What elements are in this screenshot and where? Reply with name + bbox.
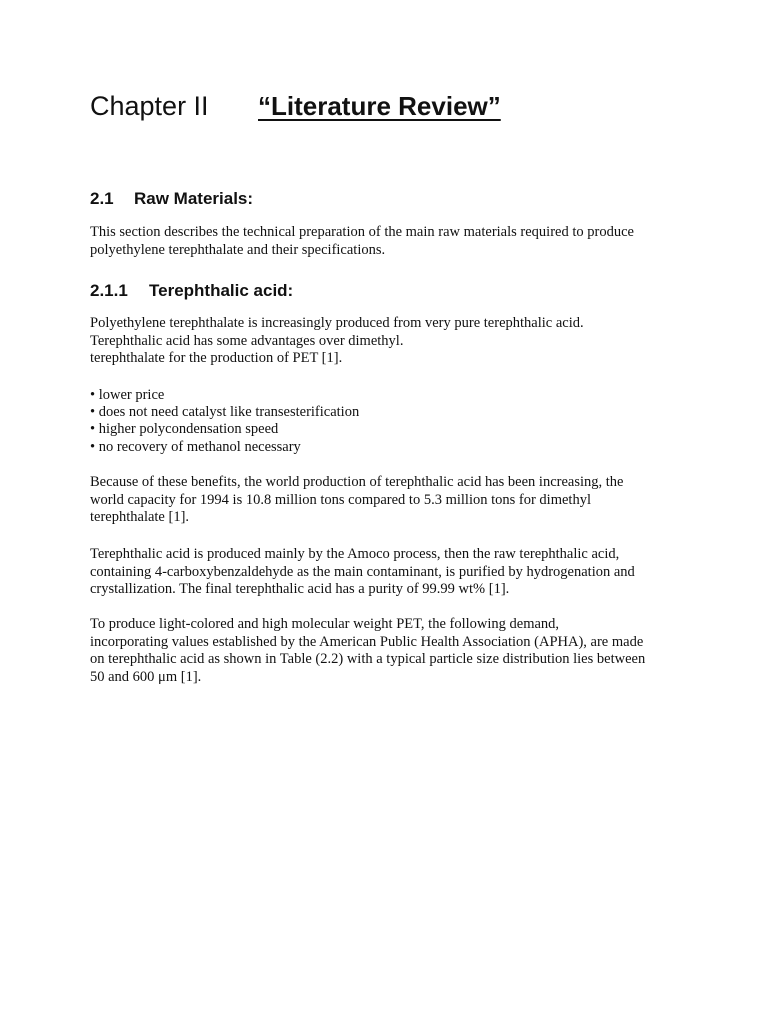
paragraph-line: containing 4-carboxybenzaldehyde as the main contaminant, is purified by hydrogenation and xyxy=(90,563,635,580)
list-item: • higher polycondensation speed xyxy=(90,421,279,438)
list-item: • lower price xyxy=(90,387,165,403)
amoco-process-paragraph xyxy=(90,546,690,599)
paragraph-line: world capacity for 1994 is 10.8 million tons compared to 5.3 million tons for dimethyl xyxy=(90,491,591,508)
paragraph-line: terephthalate [1]. xyxy=(90,509,190,525)
section-title: Raw Materials: xyxy=(134,189,254,208)
paragraph-line: terephthalate for the production of PET [1]. xyxy=(90,350,343,366)
paragraph-line: Terephthalic acid has some advantages over dimethyl. xyxy=(90,332,404,349)
section-number: 2.1.1 xyxy=(90,281,128,300)
section-heading-terephthalic-acid xyxy=(90,280,293,302)
paragraph-line: Polyethylene terephthalate is increasingly produced from very pure terephthalic acid. xyxy=(90,315,584,331)
paragraph-line: incorporating values established by the American Public Health Association (APHA), are made xyxy=(90,633,644,650)
paragraph-line: Terephthalic acid is produced mainly by the Amoco process, then the raw terephthalic acid, xyxy=(90,546,620,562)
paragraph-line: This section describes the technical preparation of the main raw materials required to produce xyxy=(90,224,634,240)
paragraph-line: crystallization. The final terephthalic acid has a purity of 99.99 wt% [1]. xyxy=(90,581,510,597)
paragraph-line: 50 and 600 μm [1]. xyxy=(90,668,202,685)
paragraph-line: polyethylene terephthalate and their specifications. xyxy=(90,241,386,258)
section-heading-raw-materials xyxy=(90,188,253,210)
section-title: Terephthalic acid: xyxy=(149,281,294,300)
chapter-title: “Literature Review” xyxy=(258,91,501,121)
paragraph-line: Because of these benefits, the world production of terephthalic acid has been increasing, the xyxy=(90,474,624,490)
list-item: • does not need catalyst like transesterification xyxy=(90,404,360,421)
paragraph-line: To produce light-colored and high molecular weight PET, the following demand, xyxy=(90,616,560,632)
pet-demand-paragraph xyxy=(90,616,690,686)
raw-materials-intro-paragraph xyxy=(90,224,690,259)
advantages-list xyxy=(90,387,359,456)
paragraph-line: on terephthalic acid as shown in Table (2.2) with a typical particle size distribution lies between xyxy=(90,651,646,667)
world-production-paragraph xyxy=(90,474,690,527)
chapter-label: Chapter II xyxy=(90,91,209,121)
terephthalic-intro-paragraph xyxy=(90,315,690,368)
list-item: • no recovery of methanol necessary xyxy=(90,438,301,455)
section-number: 2.1 xyxy=(90,189,114,208)
